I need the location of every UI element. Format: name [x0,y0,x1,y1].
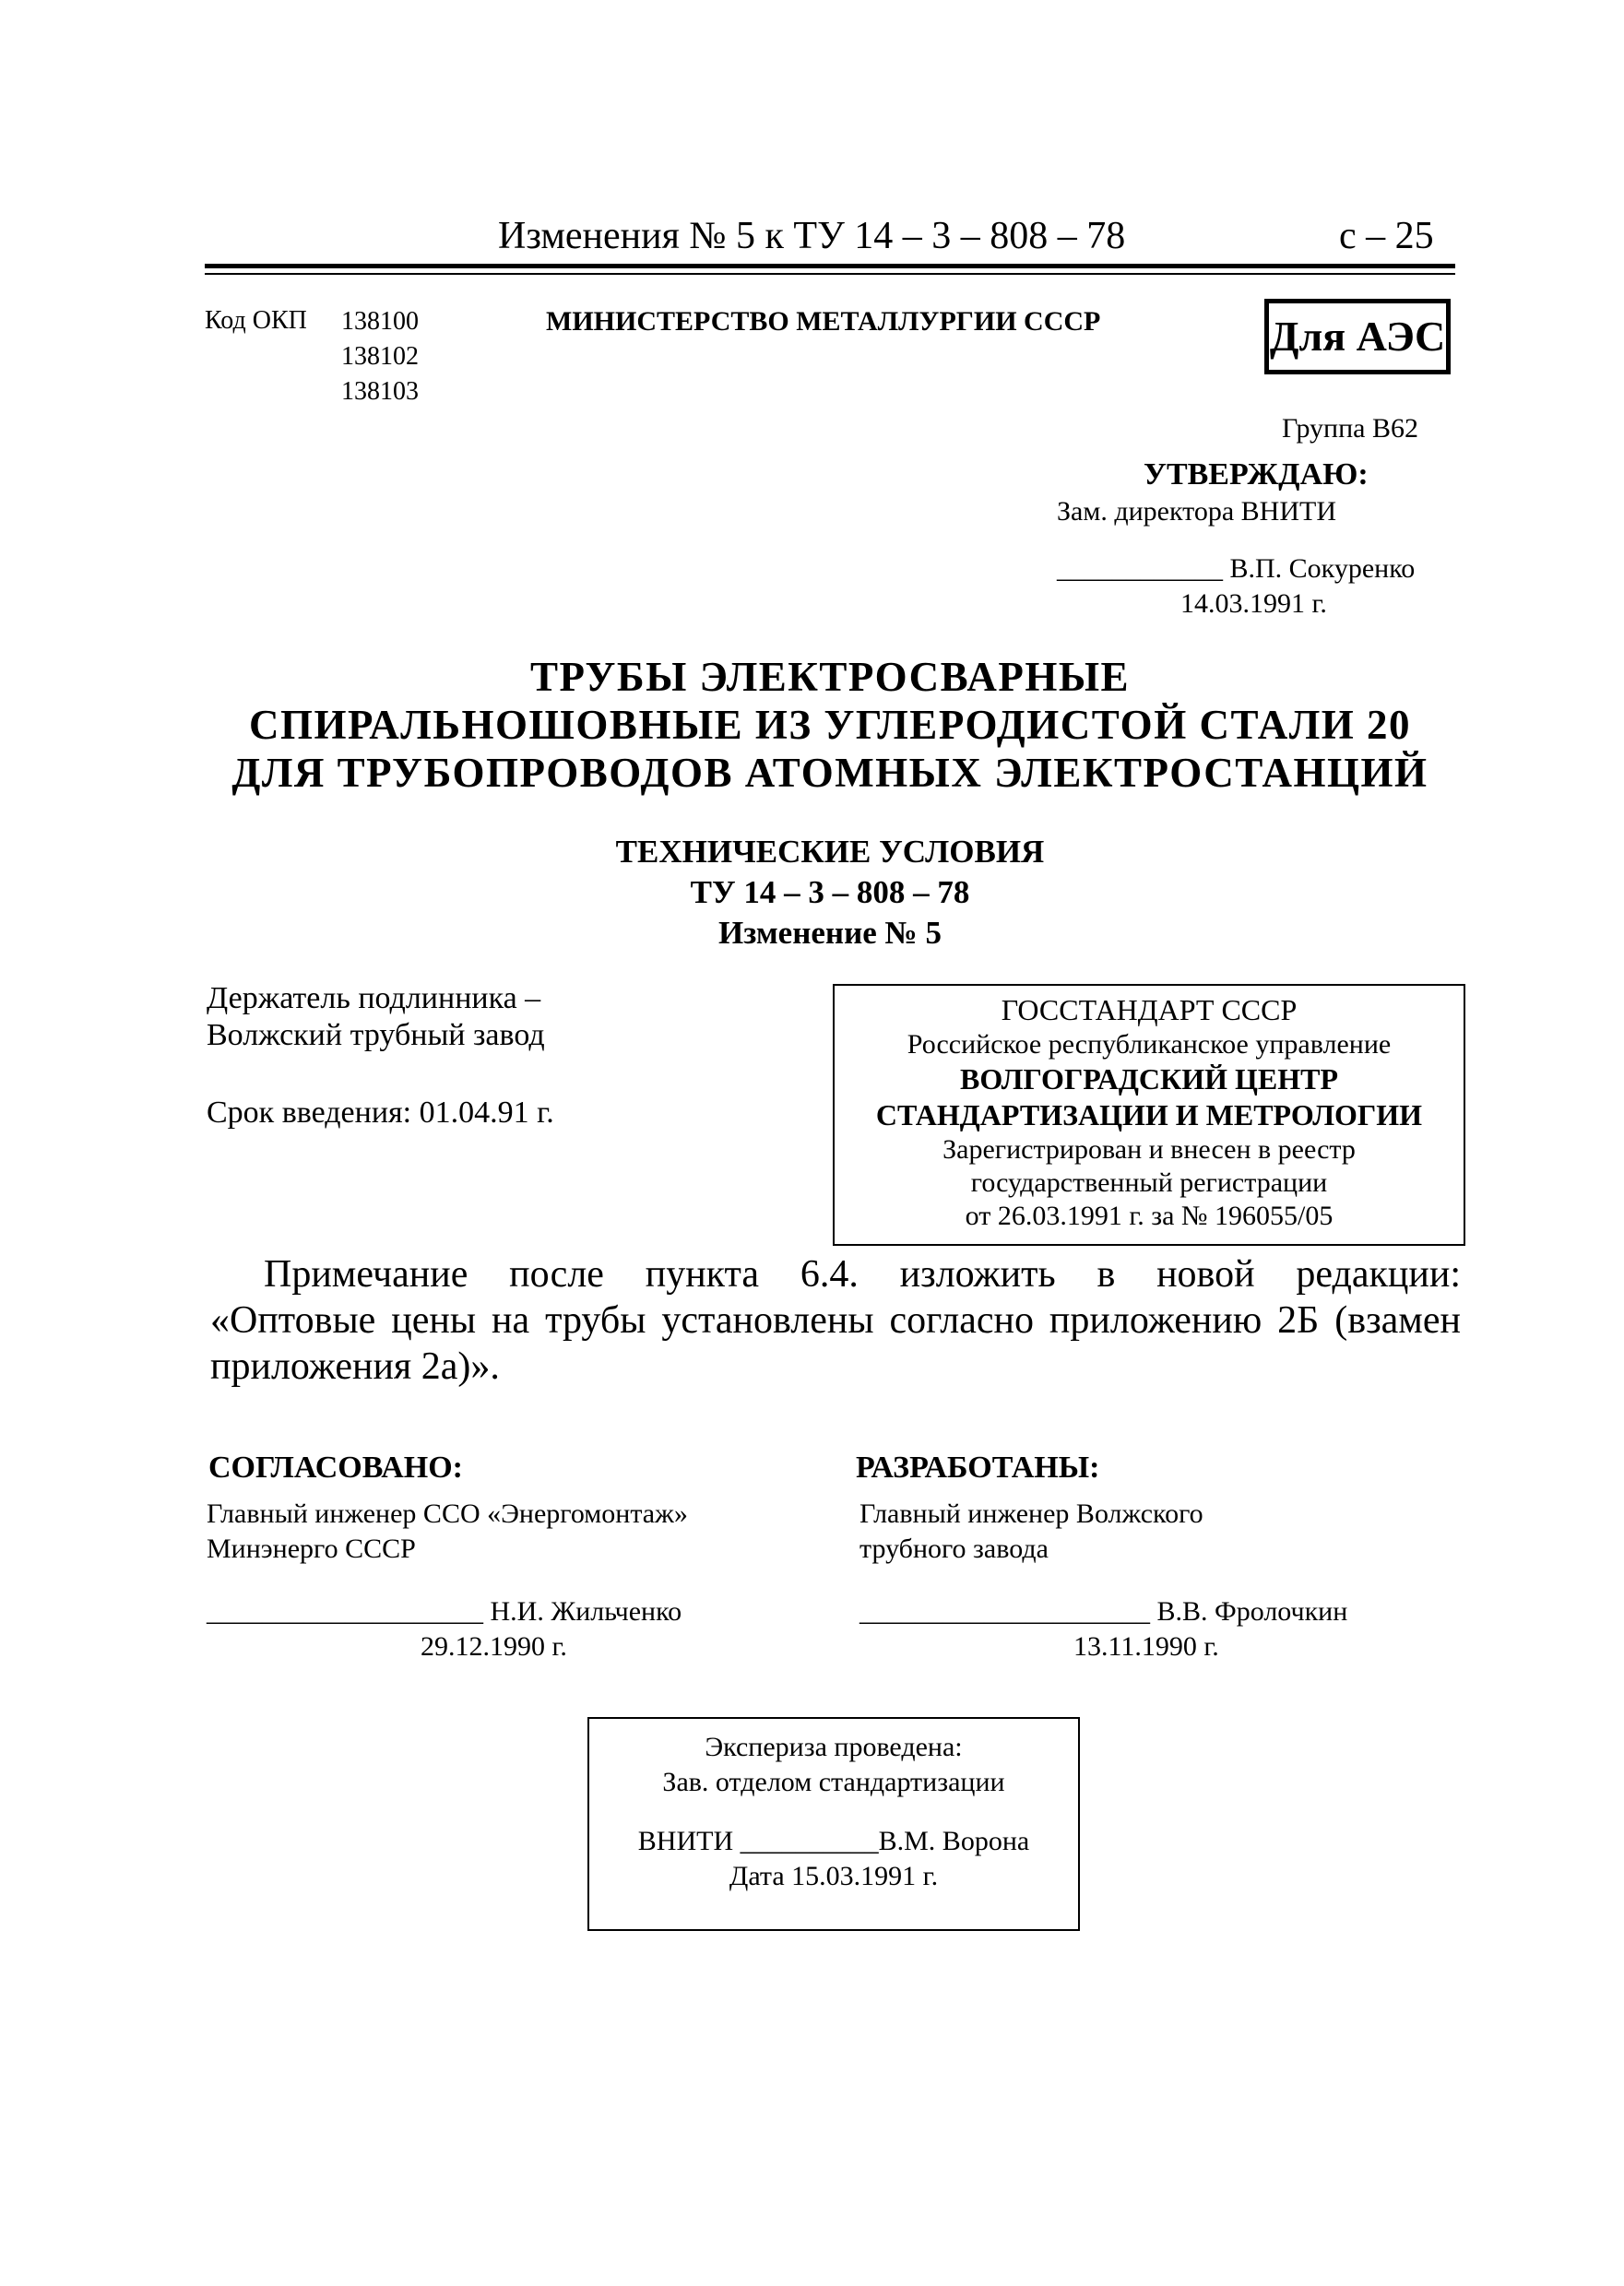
registration-stamp-box [833,984,1465,1246]
registration-line-5: Зарегистрирован и внесен в реестр [942,1134,1356,1165]
developed-date: 13.11.1990 г. [1073,1631,1219,1662]
registration-line-1: ГОССТАНДАРТ СССР [1001,993,1298,1026]
expertise-line-4: Дата 15.03.1991 г. [729,1861,939,1891]
note-line-1: Примечание после пункта 6.4. изложить в новой редакции: [264,1253,1461,1296]
developed-heading: РАЗРАБОТАНЫ: [856,1451,1100,1485]
header-rule-thick [205,264,1455,268]
note-line-2: «Оптовые цены на трубы установлены согласно приложению 2Б (взамен [210,1299,1461,1342]
registration-line-3: ВОЛГОГРАДСКИЙ ЦЕНТР [960,1062,1338,1096]
agreed-line-1: Главный инженер ССО «Энергомонтаж» [207,1498,688,1529]
developed-line-2: трубного завода [859,1534,1049,1564]
document-header-title: Изменения № 5 к ТУ 14 – 3 – 808 – 78 [498,215,1126,257]
subtitle-line-2: ТУ 14 – 3 – 808 – 78 [690,874,970,910]
amendment-note [210,1251,1461,1390]
expertise-line-3: ВНИТИ __________В.М. Ворона [637,1826,1030,1856]
approval-signature: ____________ В.П. Сокуренко [1057,553,1416,584]
agreed-date: 29.12.1990 г. [421,1631,567,1662]
group-code: Группа В62 [1282,413,1418,444]
effective-date: Срок введения: 01.04.91 г. [207,1096,554,1130]
expertise-line-2: Зав. отделом стандартизации [662,1767,1005,1797]
title-line-2: СПИРАЛЬНОШОВНЫЕ ИЗ УГЛЕРОДИСТОЙ СТАЛИ 20 [249,702,1411,748]
ministry-name: МИНИСТЕРСТВО МЕТАЛЛУРГИИ СССР [546,306,1101,337]
okp-code-2: 138102 [341,342,419,371]
title-line-3: ДЛЯ ТРУБОПРОВОДОВ АТОМНЫХ ЭЛЕКТРОСТАНЦИЙ [231,750,1428,796]
approval-heading: УТВЕРЖДАЮ: [1144,457,1369,492]
agreed-line-2: Минэнерго СССР [207,1534,416,1564]
page-number: с – 25 [1339,215,1434,257]
okp-code-3: 138103 [341,377,419,406]
okp-code-1: 138100 [341,307,419,336]
approval-position: Зам. директора ВНИТИ [1057,496,1337,527]
registration-line-2: Российское республиканское управление [907,1029,1392,1060]
expertise-line-1: Экспериза проведена: [705,1732,963,1762]
expertise-box [587,1717,1080,1931]
subtitle-line-1: ТЕХНИЧЕСКИЕ УСЛОВИЯ [615,834,1045,870]
developed-line-1: Главный инженер Волжского [859,1498,1203,1529]
note-line-3: приложения 2а)». [210,1345,500,1388]
nuclear-plant-badge: Для АЭС [1264,299,1451,374]
registration-line-4: СТАНДАРТИЗАЦИИ И МЕТРОЛОГИИ [875,1098,1423,1131]
subtitle-line-3: Изменение № 5 [718,915,942,951]
registration-line-7: от 26.03.1991 г. за № 196055/05 [965,1201,1334,1231]
okp-label: Код ОКП [205,306,307,335]
approval-date: 14.03.1991 г. [1180,588,1327,619]
developed-signature: _____________________ В.В. Фролочкин [859,1596,1348,1627]
agreed-heading: СОГЛАСОВАНО: [208,1451,464,1485]
title-line-1: ТРУБЫ ЭЛЕКТРОСВАРНЫЕ [529,654,1131,700]
holder-line-2: Волжский трубный завод [207,1018,545,1052]
header-rule-thin [205,273,1455,275]
registration-line-6: государственный регистрации [970,1167,1328,1198]
agreed-signature: ____________________ Н.И. Жильченко [207,1596,682,1627]
holder-line-1: Держатель подлинника – [207,981,541,1015]
